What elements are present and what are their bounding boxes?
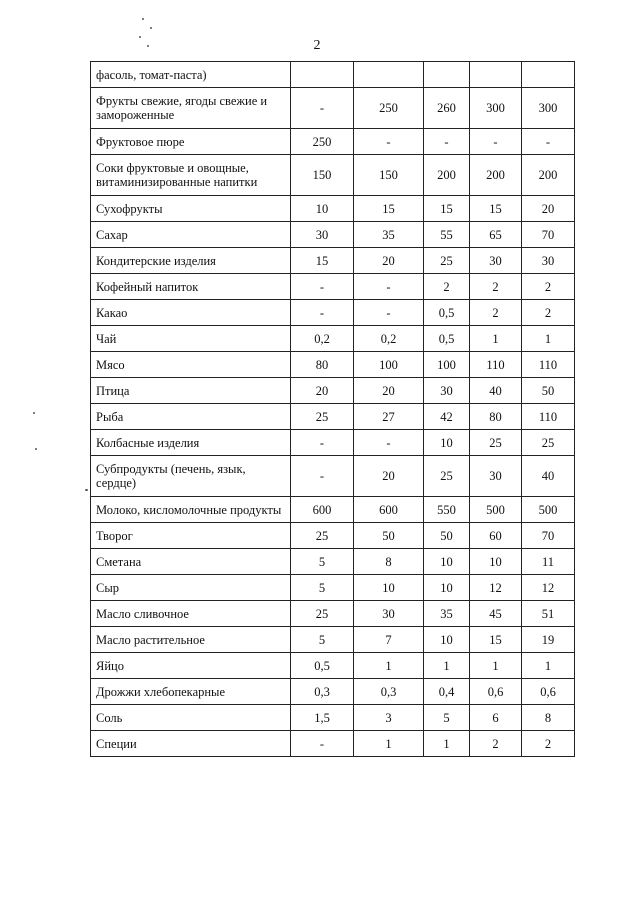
norms-table-body [91,62,575,757]
norm-value-cell: - [354,430,424,456]
norm-value-cell: 1 [354,731,424,757]
norm-value-cell: 200 [470,155,522,196]
table-row [91,404,575,430]
norm-value-cell: - [522,129,575,155]
scan-speck [142,18,144,20]
product-name-cell: Сахар [91,222,291,248]
product-name-cell: Творог [91,523,291,549]
table-row [91,653,575,679]
norm-value-cell: 50 [354,523,424,549]
norm-value-cell: 0,5 [424,326,470,352]
norm-value-cell: 30 [291,222,354,248]
product-name-cell: Птица [91,378,291,404]
product-name-cell: Чай [91,326,291,352]
product-name-cell: Кофейный напиток [91,274,291,300]
norm-value-cell: 2 [470,300,522,326]
table-row [91,523,575,549]
product-name-cell: Специи [91,731,291,757]
norm-value-cell: 20 [291,378,354,404]
norm-value-cell [522,62,575,88]
scan-speck [139,36,141,38]
norm-value-cell: 2 [470,274,522,300]
norm-value-cell: 250 [291,129,354,155]
norm-value-cell: 15 [354,196,424,222]
table-row [91,155,575,196]
norm-value-cell: 1 [522,326,575,352]
product-name-cell: Масло растительное [91,627,291,653]
norm-value-cell: 600 [291,497,354,523]
product-name-cell: фасоль, томат-паста) [91,62,291,88]
norm-value-cell: 110 [522,352,575,378]
norm-value-cell: 0,2 [291,326,354,352]
norm-value-cell: 42 [424,404,470,430]
scan-speck [150,27,152,29]
norm-value-cell: - [291,274,354,300]
product-name-cell: Мясо [91,352,291,378]
norm-value-cell: 50 [424,523,470,549]
norm-value-cell: 19 [522,627,575,653]
norm-value-cell: 150 [354,155,424,196]
norm-value-cell: 250 [354,88,424,129]
norm-value-cell: 100 [354,352,424,378]
norm-value-cell: 10 [424,549,470,575]
norm-value-cell: 5 [291,575,354,601]
norm-value-cell: 0,2 [354,326,424,352]
scan-speck [85,489,88,491]
product-name-cell: Масло сливочное [91,601,291,627]
product-name-cell: Дрожжи хлебопекарные [91,679,291,705]
product-name-cell: Соки фруктовые и овощные, витаминизированные напитки [91,155,291,196]
norm-value-cell: 200 [424,155,470,196]
norm-value-cell: 0,6 [470,679,522,705]
table-row [91,88,575,129]
norm-value-cell: 1 [470,326,522,352]
norm-value-cell [470,62,522,88]
norm-value-cell: 10 [424,575,470,601]
norm-value-cell: 30 [470,456,522,497]
product-name-cell: Фрукты свежие, ягоды свежие и замороженные [91,88,291,129]
norm-value-cell: 25 [291,404,354,430]
product-name-cell: Рыба [91,404,291,430]
table-row [91,430,575,456]
norm-value-cell: 20 [522,196,575,222]
norm-value-cell: 0,5 [291,653,354,679]
norm-value-cell: 500 [470,497,522,523]
norm-value-cell: 12 [470,575,522,601]
norm-value-cell: 70 [522,222,575,248]
norm-value-cell: 25 [522,430,575,456]
norm-value-cell: 10 [424,430,470,456]
norm-value-cell: 30 [354,601,424,627]
product-name-cell: Яйцо [91,653,291,679]
norm-value-cell: 5 [291,627,354,653]
norm-value-cell: - [291,430,354,456]
norm-value-cell: 15 [470,627,522,653]
product-name-cell: Сыр [91,575,291,601]
norm-value-cell: 25 [291,601,354,627]
norm-value-cell: 35 [354,222,424,248]
norm-value-cell: 260 [424,88,470,129]
table-row [91,62,575,88]
norm-value-cell: 50 [522,378,575,404]
norm-value-cell: 3 [354,705,424,731]
norm-value-cell: - [354,129,424,155]
scan-speck [147,45,149,47]
norm-value-cell: 20 [354,248,424,274]
table-row [91,274,575,300]
table-row [91,300,575,326]
norm-value-cell: 200 [522,155,575,196]
norm-value-cell: 60 [470,523,522,549]
norm-value-cell: - [291,456,354,497]
table-row [91,378,575,404]
norm-value-cell: 40 [470,378,522,404]
norm-value-cell: 10 [291,196,354,222]
norm-value-cell: 80 [470,404,522,430]
norm-value-cell: 0,3 [291,679,354,705]
norm-value-cell: 2 [470,731,522,757]
norm-value-cell: 10 [354,575,424,601]
table-row [91,352,575,378]
norm-value-cell: 30 [522,248,575,274]
table-row [91,196,575,222]
scan-speck [33,412,35,414]
norm-value-cell: 20 [354,378,424,404]
table-row [91,679,575,705]
norm-value-cell [424,62,470,88]
norm-value-cell: 15 [424,196,470,222]
product-name-cell: Какао [91,300,291,326]
norm-value-cell: 70 [522,523,575,549]
table-row [91,497,575,523]
table-row [91,326,575,352]
norm-value-cell: 5 [291,549,354,575]
norm-value-cell: - [470,129,522,155]
norm-value-cell: - [354,274,424,300]
norm-value-cell: 300 [522,88,575,129]
norm-value-cell: 1,5 [291,705,354,731]
norm-value-cell: 550 [424,497,470,523]
table-row [91,731,575,757]
norm-value-cell: 2 [522,300,575,326]
norm-value-cell: 5 [424,705,470,731]
product-name-cell: Фруктовое пюре [91,129,291,155]
norm-value-cell: 0,5 [424,300,470,326]
norm-value-cell: - [291,88,354,129]
norm-value-cell: 20 [354,456,424,497]
norm-value-cell: 30 [424,378,470,404]
norm-value-cell: - [354,300,424,326]
norm-value-cell: 1 [424,731,470,757]
norm-value-cell: 2 [424,274,470,300]
table-row [91,456,575,497]
norm-value-cell: 0,6 [522,679,575,705]
norm-value-cell: 600 [354,497,424,523]
table-row [91,549,575,575]
norm-value-cell: 40 [522,456,575,497]
norm-value-cell: 6 [470,705,522,731]
norm-value-cell: 30 [470,248,522,274]
product-name-cell: Субпродукты (печень, язык, сердце) [91,456,291,497]
norm-value-cell: - [291,731,354,757]
norm-value-cell: 1 [354,653,424,679]
norm-value-cell: 45 [470,601,522,627]
product-name-cell: Сметана [91,549,291,575]
norm-value-cell: 25 [424,456,470,497]
table-row [91,222,575,248]
table-row [91,248,575,274]
norm-value-cell: 25 [424,248,470,274]
page-number: 2 [313,38,321,53]
norm-value-cell: 25 [291,523,354,549]
norm-value-cell: 300 [470,88,522,129]
norm-value-cell: 65 [470,222,522,248]
norm-value-cell: 1 [470,653,522,679]
norm-value-cell: 10 [424,627,470,653]
product-name-cell: Соль [91,705,291,731]
table-row [91,575,575,601]
norm-value-cell: 27 [354,404,424,430]
norm-value-cell: 110 [470,352,522,378]
norm-value-cell: 8 [522,705,575,731]
norm-value-cell: 2 [522,274,575,300]
product-name-cell: Сухофрукты [91,196,291,222]
norm-value-cell: 25 [470,430,522,456]
product-name-cell: Молоко, кисломолочные продукты [91,497,291,523]
scan-speck [35,448,37,450]
norm-value-cell: 12 [522,575,575,601]
norm-value-cell: 150 [291,155,354,196]
table-row [91,705,575,731]
norms-table [90,61,575,757]
table-row [91,627,575,653]
norm-value-cell: 500 [522,497,575,523]
norm-value-cell: 51 [522,601,575,627]
norm-value-cell: 110 [522,404,575,430]
norm-value-cell: 1 [424,653,470,679]
norm-value-cell: 0,3 [354,679,424,705]
norm-value-cell: 1 [522,653,575,679]
norm-value-cell: 10 [470,549,522,575]
norm-value-cell: 35 [424,601,470,627]
norm-value-cell: 7 [354,627,424,653]
norm-value-cell: 15 [291,248,354,274]
product-name-cell: Кондитерские изделия [91,248,291,274]
table-row [91,129,575,155]
norm-value-cell: 2 [522,731,575,757]
norm-value-cell: 80 [291,352,354,378]
norm-value-cell: 15 [470,196,522,222]
norm-value-cell [291,62,354,88]
product-name-cell: Колбасные изделия [91,430,291,456]
norm-value-cell: 100 [424,352,470,378]
norm-value-cell [354,62,424,88]
norm-value-cell: 11 [522,549,575,575]
norm-value-cell: 0,4 [424,679,470,705]
table-row [91,601,575,627]
norm-value-cell: - [291,300,354,326]
norm-value-cell: - [424,129,470,155]
norm-value-cell: 8 [354,549,424,575]
norm-value-cell: 55 [424,222,470,248]
